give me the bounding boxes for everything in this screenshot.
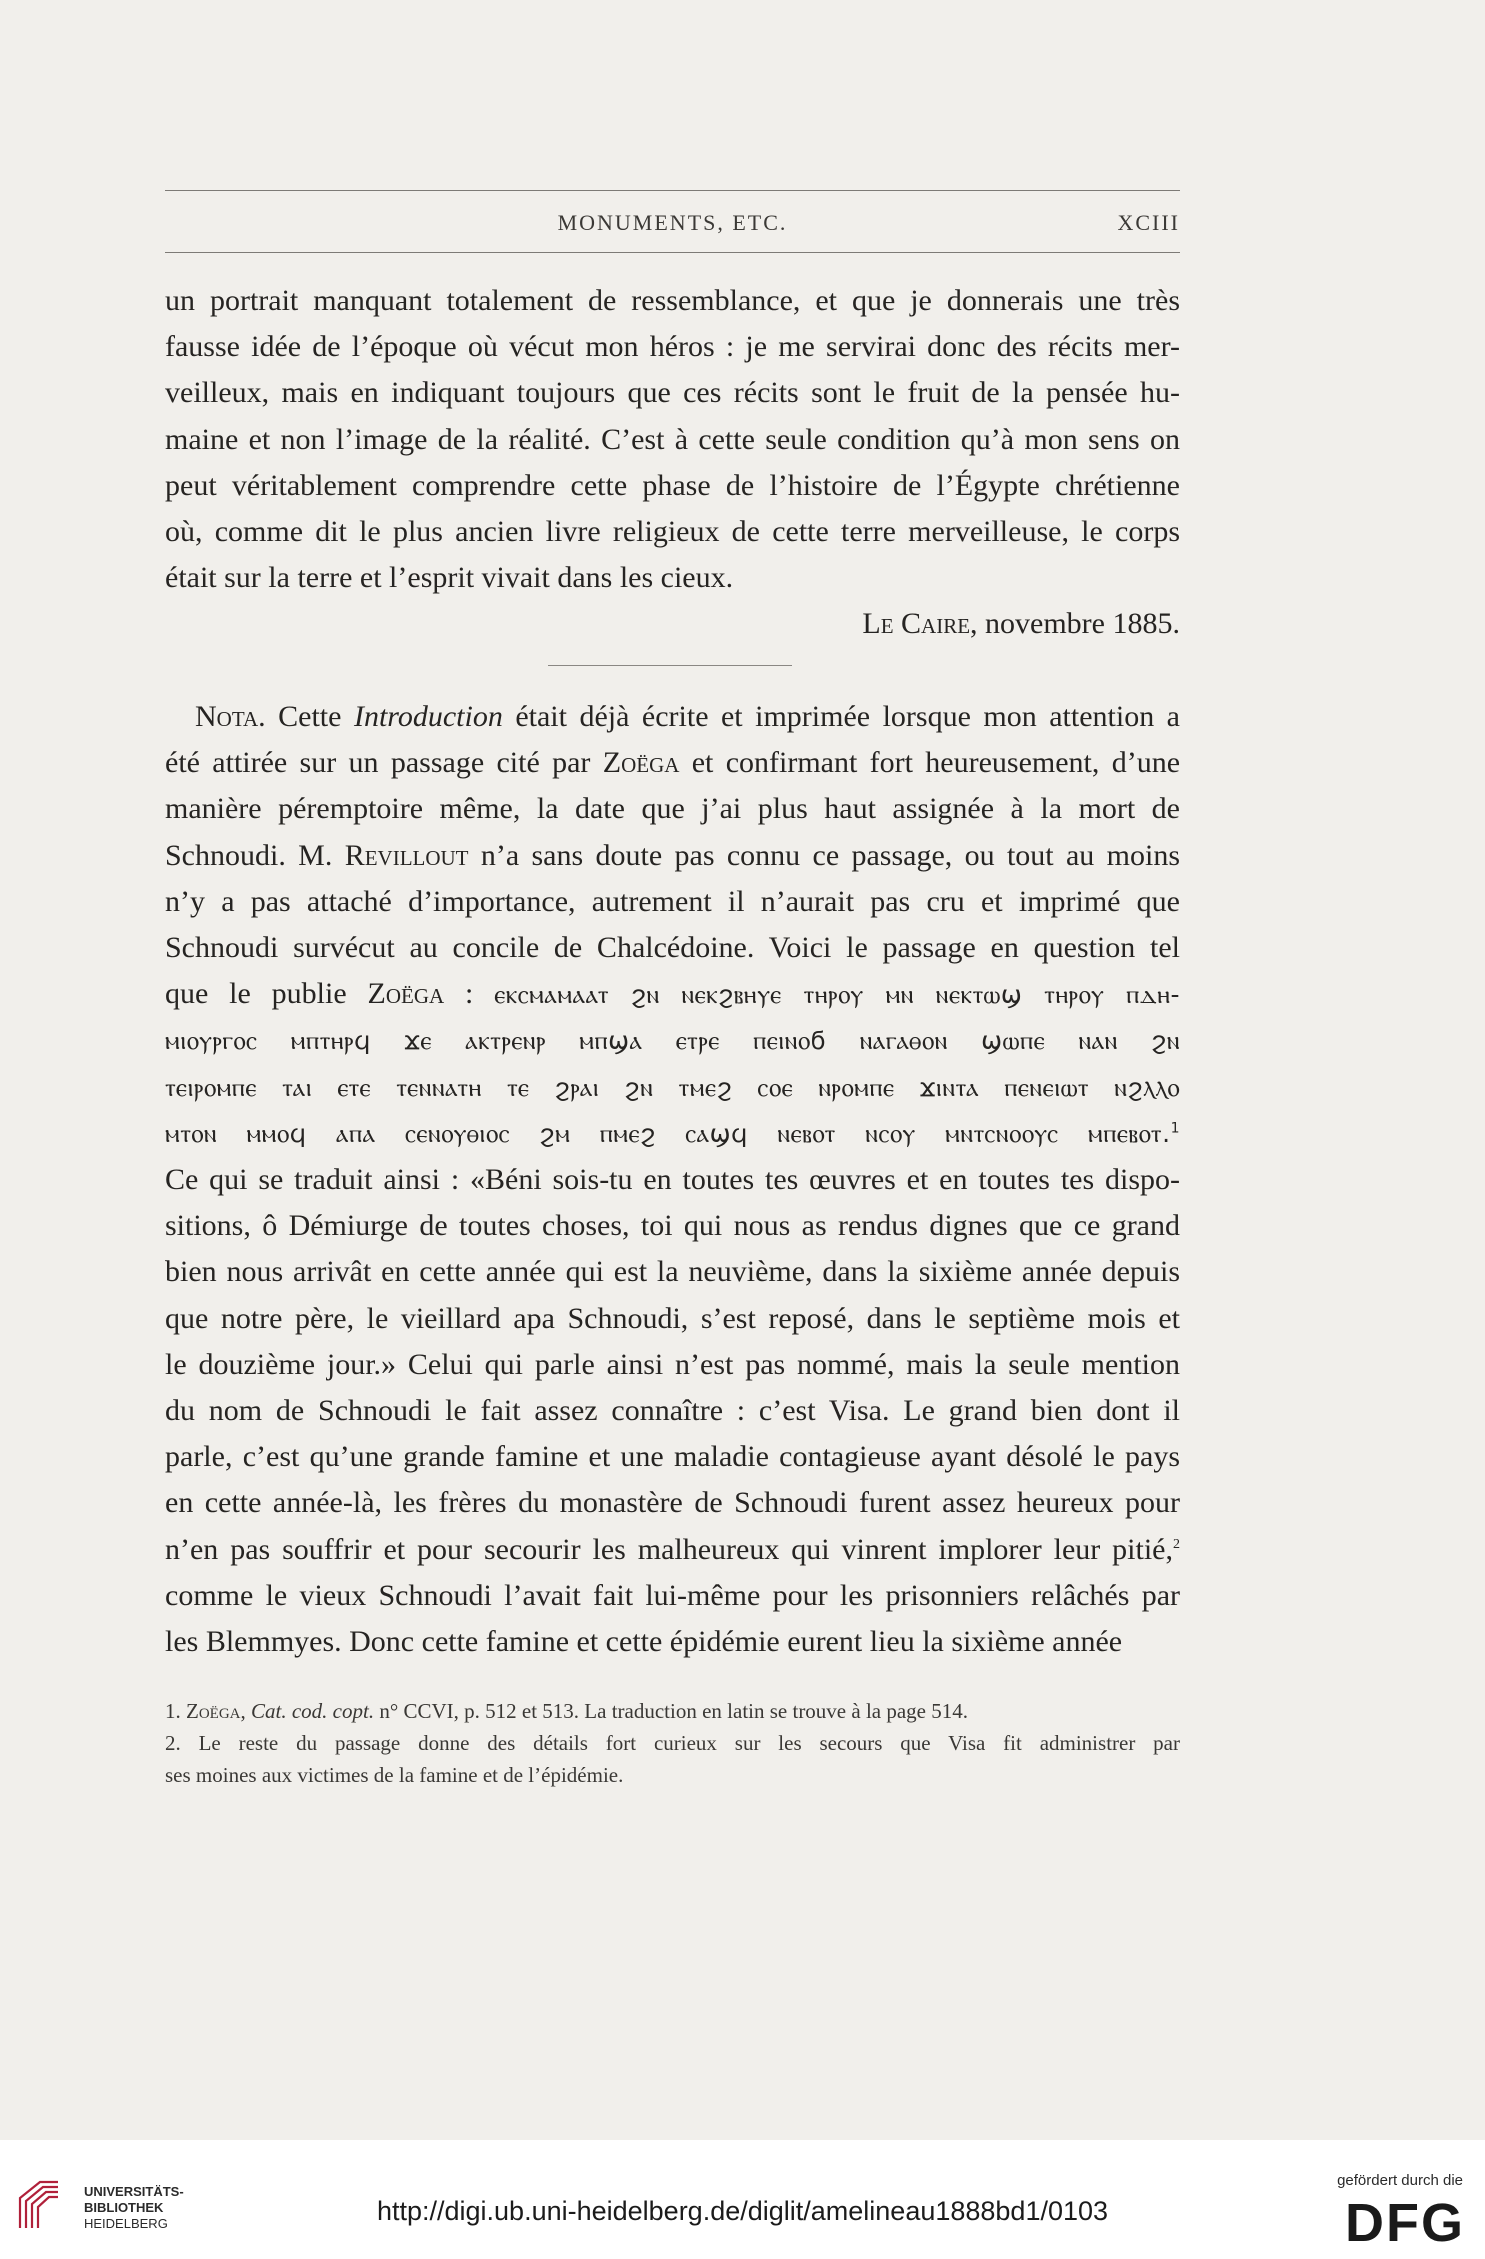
library-line: HEIDELBERG bbox=[84, 2216, 168, 2231]
text-line: Ce qui se traduit ainsi : «Béni sois-tu en toutes tes œuvres et en toutes tes dispo- bbox=[165, 1163, 1180, 1197]
text-line: parle, c’est qu’une grande famine et une maladie contagieuse ayant désolé le pays bbox=[165, 1440, 1180, 1474]
footnote-2-continued: ses moines aux victimes de la famine et de l’épidémie. bbox=[165, 1763, 624, 1787]
text-segment: était déjà écrite et imprimée lorsque mon attention a bbox=[502, 700, 1180, 733]
paragraph-nota bbox=[165, 694, 1180, 1665]
text-line: sitions, ô Démiurge de toutes choses, toi qui nous as rendus dignes que ce grand bbox=[165, 1209, 1180, 1243]
text-segment: : bbox=[444, 977, 495, 1011]
author-name: Revillout bbox=[344, 838, 469, 872]
running-title: MONUMENTS, ETC. bbox=[557, 210, 788, 235]
header-rule-top bbox=[165, 190, 1180, 191]
text-segment: , bbox=[240, 1699, 251, 1723]
footnotes bbox=[165, 1695, 1180, 1791]
text-line: où, comme dit le plus ancien livre religieux de cette terre merveilleuse, le corps bbox=[165, 515, 1180, 549]
text-line: que notre père, le vieillard apa Schnoudi, s’est reposé, dans le septième mois et bbox=[165, 1301, 1180, 1335]
text-segment: été attirée sur un passage cité par bbox=[165, 746, 603, 780]
text-line: le douzième jour.» Celui qui parle ainsi n’est pas nommé, mais la seule mention bbox=[165, 1347, 1180, 1381]
author-name: Zoëga bbox=[186, 1699, 241, 1723]
text-line bbox=[165, 694, 1180, 740]
funder-caption: gefördert durch die bbox=[1337, 2172, 1463, 2189]
coptic-line: ⲧⲉⲓⲣⲟⲙⲡⲉ ⲧⲁⲓ ⲉⲧⲉ ⲧⲉⲛⲛⲁⲧⲏ ⲧⲉ ϩⲣⲁⲓ ϩⲛ ⲧⲙⲉϩ ⲥⲟⲉ ⲛⲣⲟⲙⲡⲉ ϫⲓⲛⲧⲁ ⲡⲉⲛⲉⲓⲱⲧ ⲛϩⲗⲗⲟ bbox=[165, 1072, 1180, 1102]
text-line: manière péremptoire même, la date que j’ai plus haut assignée à la mort de bbox=[165, 792, 1180, 826]
text-line: fausse idée de l’époque où vécut mon héros : je me servirai donc des récits mer- bbox=[165, 330, 1180, 364]
text-line: en cette année-là, les frères du monastère de Schnoudi furent assez heureux pour bbox=[165, 1486, 1180, 1520]
library-line: BIBLIOTHEK bbox=[84, 2200, 164, 2215]
header-rule-bottom bbox=[165, 252, 1180, 253]
text-line: du nom de Schnoudi le fait assez connaître : c’est Visa. Le grand bien dont il bbox=[165, 1394, 1180, 1428]
signature-line bbox=[165, 601, 1180, 647]
section-separator bbox=[548, 665, 792, 666]
text-line: les Blemmyes. Donc cette famine et cette épidémie eurent lieu la sixième année bbox=[165, 1625, 1123, 1659]
paragraph-closing bbox=[165, 278, 1180, 648]
coptic-line bbox=[165, 1111, 1180, 1157]
library-line: UNIVERSITÄTS- bbox=[84, 2184, 184, 2199]
text-segment: et confirmant fort heureusement, d’une bbox=[679, 746, 1181, 780]
text-segment: Cette bbox=[265, 700, 354, 733]
text-line: bien nous arrivât en cette année qui est la neuvième, dans la sixième année depuis bbox=[165, 1255, 1180, 1289]
coptic-segment: ⲙⲧⲟⲛ ⲙⲙⲟϥ ⲁⲡⲁ ⲥⲉⲛⲟⲩⲑⲓⲟⲥ ϩⲙ ⲡⲙⲉϩ ⲥⲁϣϥ ⲛⲉⲃⲟⲧ ⲛⲥⲟⲩ ⲙⲛⲧⲥⲛⲟⲟⲩⲥ ⲙⲡⲉⲃⲟⲧ. bbox=[165, 1118, 1171, 1148]
permalink[interactable]: http://digi.ub.uni-heidelberg.de/diglit/amelineau1888bd1/0103 bbox=[376, 2196, 1109, 2226]
text-segment: n° CCVI, p. 512 et 513. La traduction en latin se trouve à la page 514. bbox=[374, 1699, 968, 1723]
text-segment: n’en pas souffrir et pour secourir les malheureux qui vinrent implorer leur pitié, bbox=[165, 1532, 1173, 1566]
text-line bbox=[165, 971, 1180, 1018]
text-line: comme le vieux Schnoudi l’avait fait lui-même pour les prisonniers relâchés par bbox=[165, 1578, 1180, 1612]
text-segment: n’a sans doute pas connu ce passage, ou tout au moins bbox=[468, 838, 1180, 872]
footnote-2: 2. Le reste du passage donne des détails fort curieux sur les secours que Visa fit administrer par bbox=[165, 1731, 1180, 1755]
text-line: un portrait manquant totalement de ressemblance, et que je donnerais une très bbox=[165, 284, 1180, 317]
running-header bbox=[165, 210, 1180, 244]
digitization-footer bbox=[0, 2140, 1485, 2259]
text-line bbox=[165, 1527, 1180, 1573]
text-line: était sur la terre et l’esprit vivait dans les cieux. bbox=[165, 561, 734, 595]
text-line bbox=[165, 833, 1180, 879]
text-segment: que le publie bbox=[165, 977, 368, 1011]
author-name: Zoëga bbox=[367, 977, 445, 1011]
footnote-1 bbox=[165, 1695, 1180, 1727]
text-line: n’y a pas attaché d’importance, autrement il n’aurait pas cru et imprimé que bbox=[165, 884, 1180, 918]
nota-label: Nota. bbox=[195, 700, 266, 733]
author-name: Zoëga bbox=[602, 746, 680, 780]
footnote-ref: 2 bbox=[1173, 1536, 1180, 1552]
footnote-number: 1. bbox=[165, 1699, 186, 1723]
signature-date: , novembre 1885. bbox=[970, 607, 1180, 641]
text-line: peut véritablement comprendre cette phase de l’histoire de l’Égypte chrétienne bbox=[165, 468, 1180, 502]
page-folio: XCIII bbox=[1117, 210, 1180, 235]
text-line bbox=[165, 740, 1180, 786]
italic-title: Cat. cod. copt. bbox=[251, 1699, 375, 1723]
dfg-logo: DFG bbox=[1345, 2193, 1465, 2253]
text-segment: Schnoudi. M. bbox=[165, 838, 345, 872]
text-line: Schnoudi survécut au concile de Chalcédoine. Voici le passage en question tel bbox=[165, 931, 1180, 965]
signature-place: Le Caire bbox=[862, 607, 971, 641]
text-line: maine et non l’image de la réalité. C’est à cette seule condition qu’à mon sens on bbox=[165, 422, 1180, 456]
coptic-quote: ⲉⲕⲥⲙⲁⲙⲁⲁⲧ ϩⲛ ⲛⲉⲕϩⲃⲏⲩⲉ ⲧⲏⲣⲟⲩ ⲙⲛ ⲛⲉⲕⲧⲱϣ ⲧⲏⲣⲟⲩ ⲡⲇⲏ- bbox=[494, 980, 1181, 1010]
italic-title: Introduction bbox=[353, 700, 503, 733]
coptic-line: ⲙⲓⲟⲩⲣⲅⲟⲥ ⲙⲡⲧⲏⲣϥ ϫⲉ ⲁⲕⲧⲣⲉⲛⲣ ⲙⲡϣⲁ ⲉⲧⲣⲉ ⲡⲉⲓⲛⲟϭ ⲛⲁⲅⲁⲑⲟⲛ ϣⲱⲡⲉ ⲛⲁⲛ ϩⲛ bbox=[165, 1026, 1180, 1056]
text-line: veilleux, mais en indiquant toujours que ces récits sont le fruit de la pensée hu- bbox=[165, 376, 1180, 410]
footnote-ref: 1 bbox=[1170, 1120, 1180, 1137]
